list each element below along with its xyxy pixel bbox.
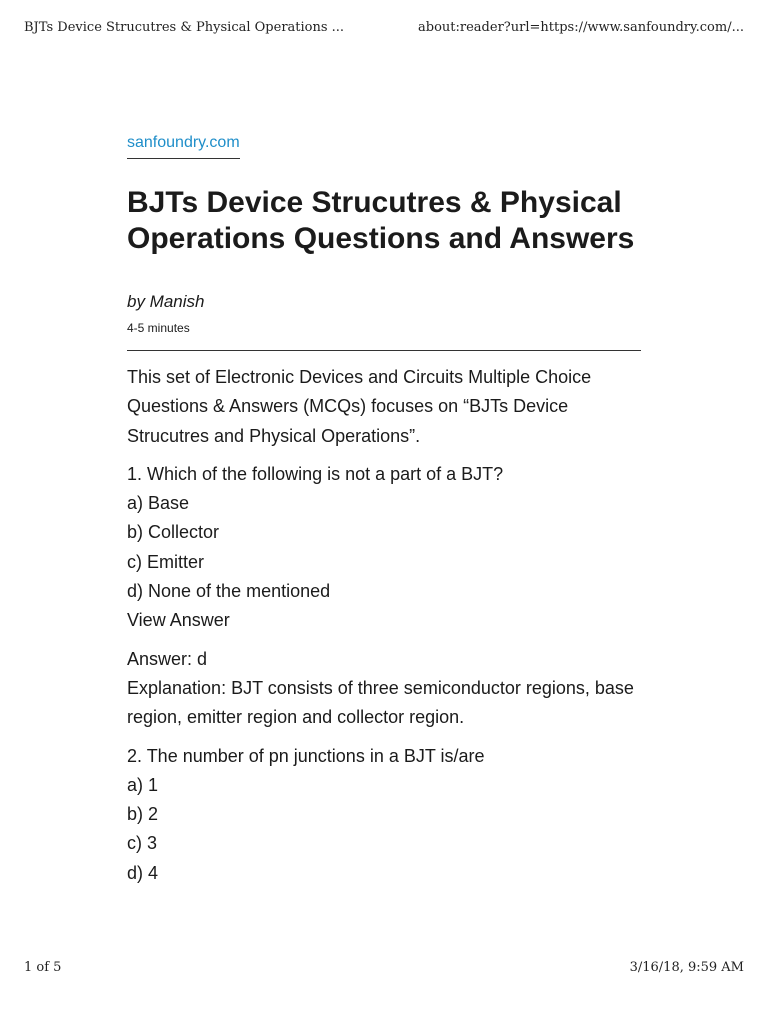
- option-c: c) 3: [127, 833, 158, 854]
- print-header: [24, 20, 744, 38]
- question-text: 1. Which of the following is not a part of a BJT?: [127, 463, 504, 484]
- page-number: 1 of 5: [24, 960, 62, 975]
- reading-time: 4-5 minutes: [127, 321, 190, 335]
- option-b: b) 2: [127, 804, 159, 825]
- answer-text: Answer: d: [127, 648, 208, 669]
- option-b: b) Collector: [127, 522, 220, 543]
- option-d: d) 4: [127, 862, 159, 883]
- answer-1: [127, 645, 641, 733]
- option-a: a) Base: [127, 493, 190, 514]
- print-timestamp: 3/16/18, 9:59 AM: [629, 960, 744, 975]
- explanation-text: Explanation: BJT consists of three semiconductor regions, base region, emitter region and collector region.: [127, 677, 634, 728]
- print-page-title: BJTs Device Strucutres & Physical Operations ...: [24, 20, 345, 35]
- question-2: [127, 742, 641, 888]
- article-byline: by Manish: [127, 292, 205, 311]
- option-c: c) Emitter: [127, 551, 205, 572]
- option-a: a) 1: [127, 774, 159, 795]
- question-text: 2. The number of pn junctions in a BJT is/are: [127, 745, 485, 766]
- intro-paragraph: This set of Electronic Devices and Circuits Multiple Choice Questions & Answers (MCQs) focuses on “BJTs Device Strucutres and Physical Operations”.: [127, 367, 592, 446]
- option-d: d) None of the mentioned: [127, 581, 331, 602]
- print-footer: [24, 960, 744, 978]
- source-domain-link[interactable]: sanfoundry.com: [127, 133, 240, 159]
- article-content: [127, 363, 641, 888]
- header-divider: [127, 350, 641, 351]
- print-url: about:reader?url=https://www.sanfoundry.com/...: [418, 20, 744, 35]
- article-title: BJTs Device Strucutres & Physical Operations Questions and Answers: [127, 186, 635, 255]
- reader-view: [127, 133, 641, 897]
- question-1: [127, 460, 641, 636]
- view-answer-toggle[interactable]: View Answer: [127, 610, 230, 631]
